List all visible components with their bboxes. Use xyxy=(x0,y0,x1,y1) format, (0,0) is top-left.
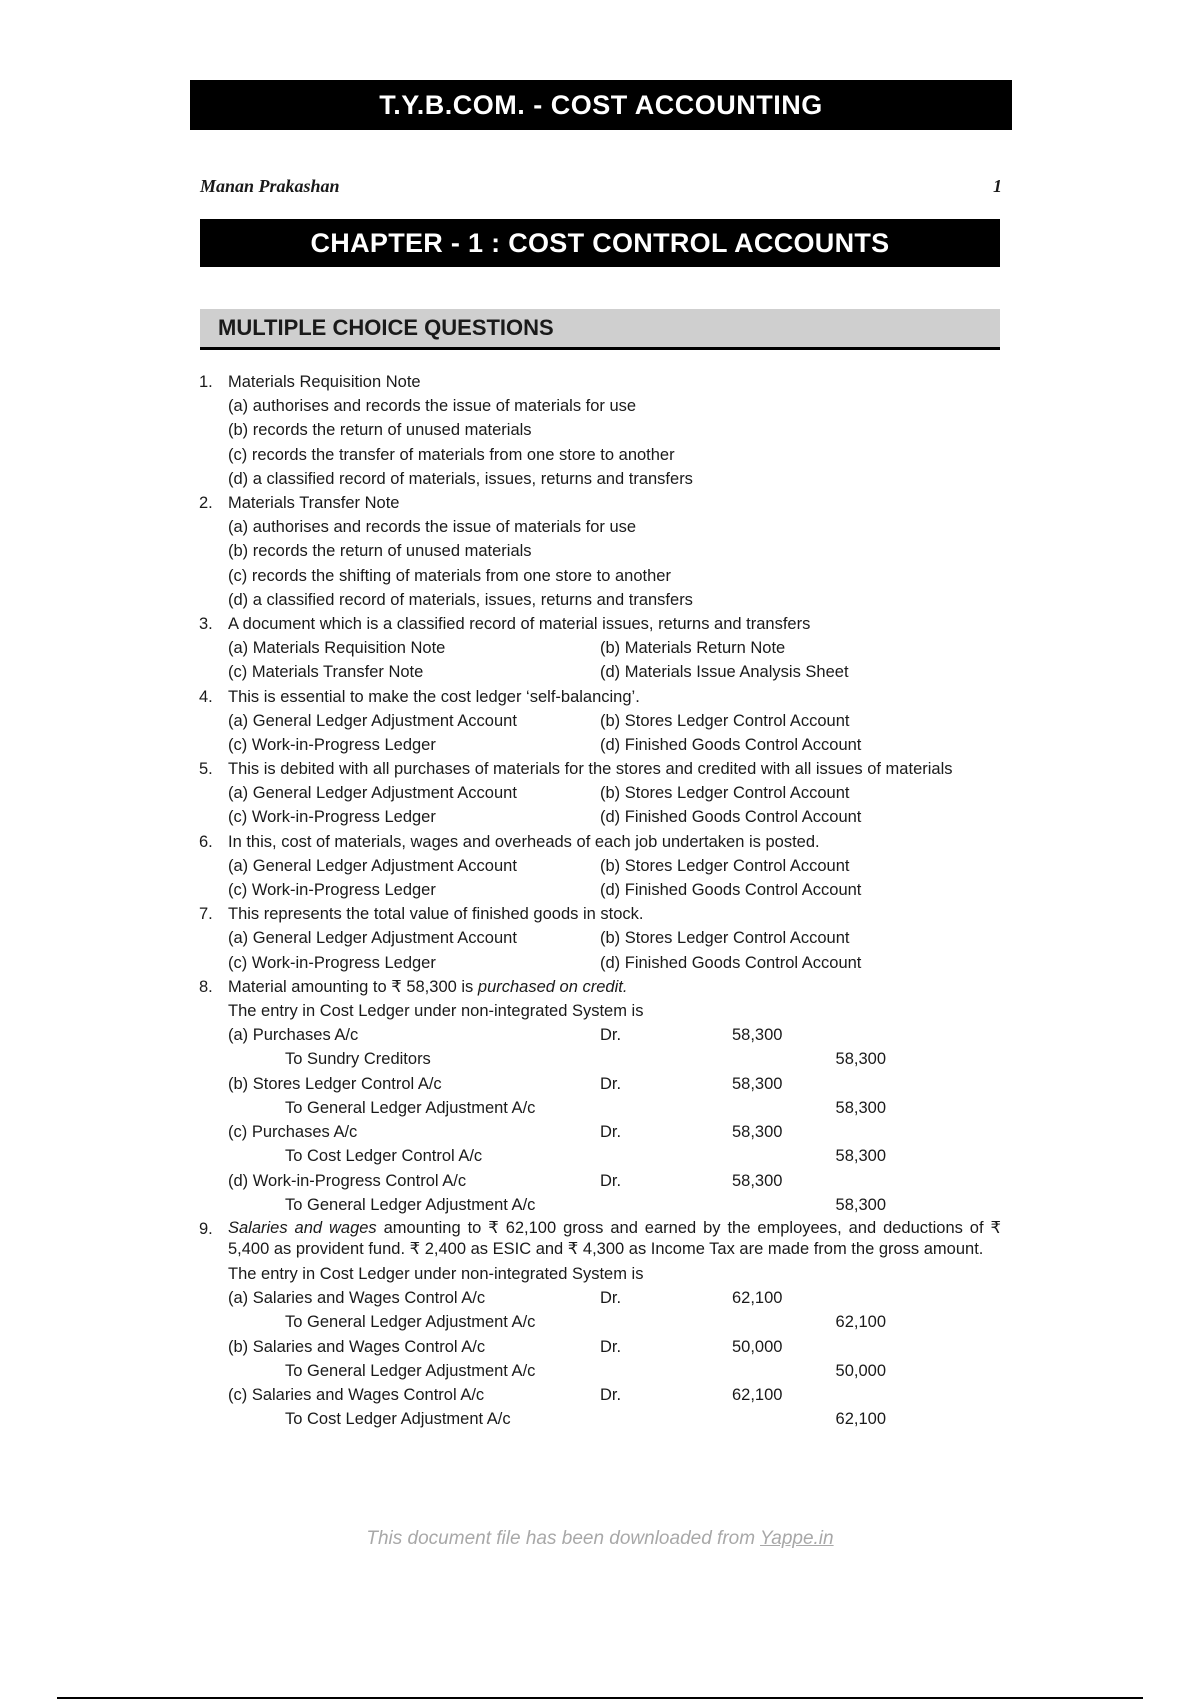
credit-account: To Sundry Creditors xyxy=(285,1050,431,1069)
debit-account: (a) Salaries and Wages Control A/c xyxy=(228,1289,486,1308)
question-text: Materials Transfer Note xyxy=(228,494,400,513)
debit-account: (d) Work-in-Progress Control A/c xyxy=(228,1171,467,1190)
section-title-text: MULTIPLE CHOICE QUESTIONS xyxy=(218,315,554,340)
debit-amount: 58,300 xyxy=(732,1123,783,1142)
question-text: A document which is a classified record of material issues, returns and transfers xyxy=(228,615,811,634)
question-text-plain: amounting to ₹ 62,100 gross and earned by the employees, and deductions of ₹ 5,400 as provident fund. ₹ 2,400 as ESIC and ₹ 4,300 as Income Tax are made from the gross amount. xyxy=(228,1219,1001,1259)
option-b: (b) Stores Ledger Control Account xyxy=(600,929,850,948)
credit-account: To Cost Ledger Adjustment A/c xyxy=(285,1410,511,1429)
credit-account: To General Ledger Adjustment A/c xyxy=(285,1361,536,1380)
option-b: (b) records the return of unused materials xyxy=(228,542,532,561)
question-8 xyxy=(199,975,1001,1217)
option-d: (d) a classified record of materials, issues, returns and transfers xyxy=(228,590,693,609)
debit-amount: 62,100 xyxy=(732,1289,783,1308)
course-banner: T.Y.B.COM. - COST ACCOUNTING xyxy=(190,80,1012,130)
publisher-name: Manan Prakashan xyxy=(200,176,340,196)
journal-debit-line xyxy=(228,1383,1001,1407)
option-a: (a) Materials Requisition Note xyxy=(228,639,446,658)
option-a: (a) General Ledger Adjustment Account xyxy=(228,784,517,803)
question-1 xyxy=(199,370,1001,491)
option-row xyxy=(228,636,1001,660)
question-5 xyxy=(199,757,1001,829)
option-row xyxy=(228,709,1001,733)
question-subtext: The entry in Cost Ledger under non-integrated System is xyxy=(228,1002,644,1021)
dr-marker: Dr. xyxy=(600,1289,622,1308)
option-a: (a) General Ledger Adjustment Account xyxy=(228,711,517,730)
option-c: (c) Work-in-Progress Ledger xyxy=(228,881,436,900)
question-number: 3. xyxy=(199,615,213,634)
credit-amount: 58,300 xyxy=(835,1098,886,1117)
option-c: (c) Materials Transfer Note xyxy=(228,663,424,682)
question-list xyxy=(199,370,1001,1431)
debit-account: (b) Salaries and Wages Control A/c xyxy=(228,1337,486,1356)
dr-marker: Dr. xyxy=(600,1385,622,1404)
option-d: (d) Finished Goods Control Account xyxy=(600,953,862,972)
question-9 xyxy=(199,1217,1001,1431)
debit-amount: 62,100 xyxy=(732,1385,783,1404)
journal-credit-line xyxy=(228,1096,1001,1120)
journal-debit-line xyxy=(228,1335,1001,1359)
option-c: (c) Work-in-Progress Ledger xyxy=(228,808,436,827)
question-subtext: The entry in Cost Ledger under non-integrated System is xyxy=(228,1264,644,1283)
question-text: This is essential to make the cost ledger ‘self-balancing’. xyxy=(228,687,640,706)
option-c: (c) Work-in-Progress Ledger xyxy=(228,953,436,972)
journal-debit-line xyxy=(228,1072,1001,1096)
credit-amount: 58,300 xyxy=(835,1147,886,1166)
question-text: In this, cost of materials, wages and overheads of each job undertaken is posted. xyxy=(228,832,820,851)
option-a: (a) authorises and records the issue of materials for use xyxy=(228,397,637,416)
debit-amount: 58,300 xyxy=(732,1074,783,1093)
dr-marker: Dr. xyxy=(600,1171,622,1190)
question-number: 5. xyxy=(199,760,213,779)
option-d: (d) Finished Goods Control Account xyxy=(600,736,862,755)
credit-account: To General Ledger Adjustment A/c xyxy=(285,1098,536,1117)
question-number: 6. xyxy=(199,832,213,851)
question-2 xyxy=(199,491,1001,612)
section-title xyxy=(200,309,1000,350)
option-row xyxy=(228,854,1001,878)
chapter-title: CHAPTER - 1 : COST CONTROL ACCOUNTS xyxy=(200,219,1000,267)
option-b: (b) records the return of unused materials xyxy=(228,421,532,440)
question-number: 7. xyxy=(199,905,213,924)
question-4 xyxy=(199,685,1001,758)
question-number: 9. xyxy=(199,1219,213,1238)
credit-amount: 62,100 xyxy=(835,1313,886,1332)
option-d: (d) Finished Goods Control Account xyxy=(600,808,862,827)
journal-debit-line xyxy=(228,1286,1001,1310)
question-text: This represents the total value of finished goods in stock. xyxy=(228,905,644,924)
question-7 xyxy=(199,902,1001,975)
question-text-emphasis: Salaries and wages xyxy=(228,1219,377,1238)
question-number: 4. xyxy=(199,687,213,706)
debit-amount: 50,000 xyxy=(732,1337,783,1356)
option-d: (d) Finished Goods Control Account xyxy=(600,881,862,900)
option-b: (b) Materials Return Note xyxy=(600,639,786,658)
option-d: (d) Materials Issue Analysis Sheet xyxy=(600,663,849,682)
question-text xyxy=(228,975,1001,999)
question-number: 1. xyxy=(199,373,213,391)
option-a: (a) General Ledger Adjustment Account xyxy=(228,856,517,875)
debit-account: (b) Stores Ledger Control A/c xyxy=(228,1074,442,1093)
debit-amount: 58,300 xyxy=(732,1026,783,1045)
dr-marker: Dr. xyxy=(600,1123,622,1142)
option-c: (c) records the shifting of materials from one store to another xyxy=(228,566,671,585)
debit-account: (c) Purchases A/c xyxy=(228,1123,358,1142)
question-number: 2. xyxy=(199,494,213,513)
credit-amount: 62,100 xyxy=(835,1410,886,1429)
dr-marker: Dr. xyxy=(600,1026,622,1045)
option-a: (a) General Ledger Adjustment Account xyxy=(228,929,517,948)
dr-marker: Dr. xyxy=(600,1337,622,1356)
credit-account: To Cost Ledger Control A/c xyxy=(285,1147,483,1166)
question-3 xyxy=(199,612,1001,685)
question-text-emphasis: purchased on credit. xyxy=(477,977,628,996)
journal-debit-line xyxy=(228,1120,1001,1144)
footer-link[interactable]: Yappe.in xyxy=(760,1528,834,1549)
question-text-plain: Material amounting to ₹ 58,300 is xyxy=(228,977,478,996)
question-text: This is debited with all purchases of materials for the stores and credited with all issues of materials xyxy=(228,759,953,778)
option-row xyxy=(228,805,1001,829)
download-footer xyxy=(0,1528,1200,1550)
option-row xyxy=(228,781,1001,805)
journal-credit-line xyxy=(228,1310,1001,1334)
option-row xyxy=(228,733,1001,757)
debit-amount: 58,300 xyxy=(732,1171,783,1190)
option-c: (c) records the transfer of materials from one store to another xyxy=(228,445,675,464)
page-number: 1 xyxy=(993,176,1002,196)
debit-account: (a) Purchases A/c xyxy=(228,1026,359,1045)
question-text: Materials Requisition Note xyxy=(228,373,421,391)
question-6 xyxy=(199,830,1001,903)
option-b: (b) Stores Ledger Control Account xyxy=(600,711,850,730)
credit-amount: 58,300 xyxy=(835,1195,886,1214)
option-b: (b) Stores Ledger Control Account xyxy=(600,784,850,803)
option-a: (a) authorises and records the issue of materials for use xyxy=(228,518,637,537)
option-b: (b) Stores Ledger Control Account xyxy=(600,856,850,875)
journal-credit-line xyxy=(228,1359,1001,1383)
credit-amount: 50,000 xyxy=(835,1361,886,1380)
footer-text: This document file has been downloaded from xyxy=(366,1528,760,1549)
credit-amount: 58,300 xyxy=(835,1050,886,1069)
option-row xyxy=(228,878,1001,902)
credit-account: To General Ledger Adjustment A/c xyxy=(285,1195,536,1214)
option-c: (c) Work-in-Progress Ledger xyxy=(228,736,436,755)
dr-marker: Dr. xyxy=(600,1074,622,1093)
journal-credit-line xyxy=(228,1047,1001,1071)
option-d: (d) a classified record of materials, issues, returns and transfers xyxy=(228,469,693,488)
journal-credit-line xyxy=(228,1407,1001,1431)
credit-account: To General Ledger Adjustment A/c xyxy=(285,1313,536,1332)
question-text xyxy=(228,1217,1001,1262)
option-row xyxy=(228,951,1001,975)
debit-account: (c) Salaries and Wages Control A/c xyxy=(228,1385,485,1404)
journal-credit-line xyxy=(228,1144,1001,1168)
journal-debit-line xyxy=(228,1169,1001,1193)
question-number: 8. xyxy=(199,977,213,996)
journal-credit-line xyxy=(228,1193,1001,1217)
journal-debit-line xyxy=(228,1023,1001,1047)
page-bottom-rule xyxy=(57,1697,1143,1699)
option-row xyxy=(228,660,1001,684)
option-row xyxy=(228,926,1001,950)
